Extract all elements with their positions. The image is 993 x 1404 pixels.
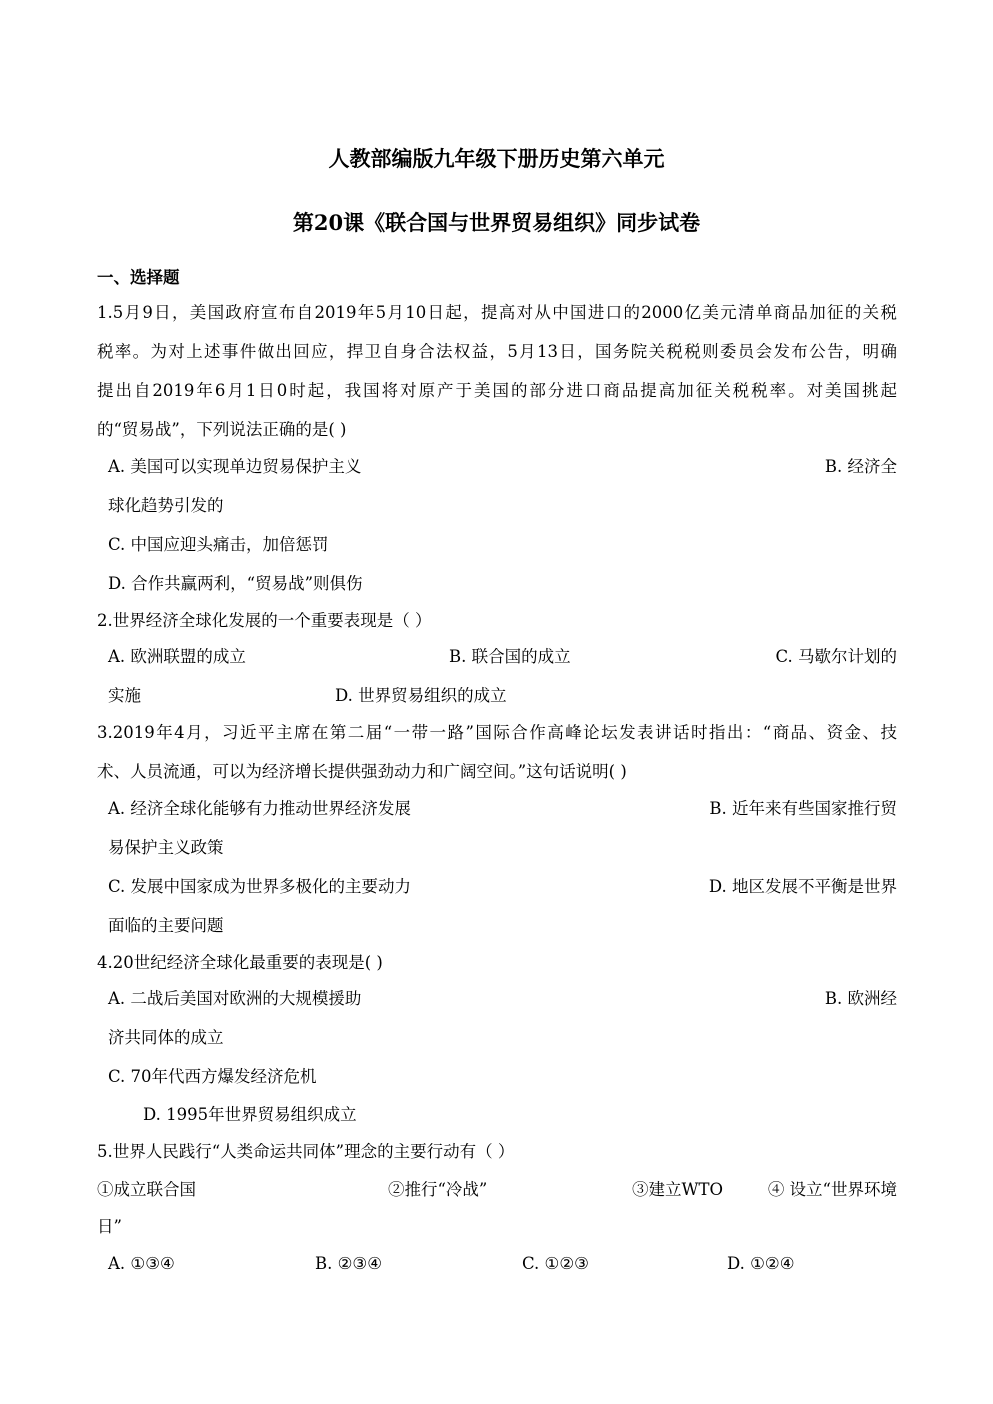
- question-5-item-1: ①成立联合国: [97, 1180, 196, 1199]
- question-2-option-d: D. 世界贸易组织的成立: [335, 686, 507, 705]
- question-3-option-b-cont: 易保护主义政策: [108, 838, 224, 857]
- question-1-line-3: 提出自2019年6月1日0时起，我国将对原产于美国的部分进口商品提高加征关税税率。对美国挑起: [97, 381, 897, 400]
- document-subtitle: 第20课《联合国与世界贸易组织》同步试卷: [292, 210, 701, 235]
- question-4-option-a: A. 二战后美国对欧洲的大规模援助: [108, 989, 362, 1008]
- question-5-option-c: C. ①②③: [522, 1254, 589, 1273]
- question-1-option-b-cont: 球化趋势引发的: [108, 496, 224, 515]
- question-5-item-4: ④ 设立“世界环境: [767, 1180, 897, 1199]
- question-4-option-b-cont: 济共同体的成立: [108, 1028, 224, 1047]
- question-4-option-b: B. 欧洲经: [824, 989, 897, 1008]
- question-3-line-2: 术、人员流通，可以为经济增长提供强劲动力和广阔空间。”这句话说明( ): [97, 762, 627, 781]
- question-2-option-c: C. 马歇尔计划的: [775, 647, 897, 666]
- question-5-item-3: ③建立WTO: [632, 1180, 723, 1199]
- question-2-stem: 2.世界经济全球化发展的一个重要表现是（ ）: [97, 611, 432, 630]
- question-2-option-a: A. 欧洲联盟的成立: [108, 647, 246, 666]
- question-4-stem: 4.20世纪经济全球化最重要的表现是( ): [97, 953, 383, 972]
- question-1-option-a: A. 美国可以实现单边贸易保护主义: [108, 457, 362, 476]
- question-1-line-4: 的“贸易战”，下列说法正确的是( ): [97, 420, 347, 439]
- question-3-option-d: D. 地区发展不平衡是世界: [708, 877, 897, 896]
- question-1-option-c: C. 中国应迎头痛击，加倍惩罚: [108, 535, 329, 554]
- question-4-option-c: C. 70年代西方爆发经济危机: [108, 1067, 317, 1086]
- document-title: 人教部编版九年级下册历史第六单元: [328, 146, 665, 171]
- question-2-option-c-cont: 实施: [108, 686, 141, 705]
- question-1-option-b: B. 经济全: [824, 457, 897, 476]
- question-1-line-2: 税率。为对上述事件做出回应，捍卫自身合法权益，5月13日，国务院关税税则委员会发布公告，明确: [97, 342, 897, 361]
- question-5-option-d: D. ①②④: [727, 1254, 795, 1273]
- question-5-option-a: A. ①③④: [108, 1254, 175, 1273]
- question-1-option-d: D. 合作共赢两利，“贸易战”则俱伤: [108, 574, 363, 593]
- question-3-option-b: B. 近年来有些国家推行贸: [709, 799, 897, 818]
- question-3-option-a: A. 经济全球化能够有力推动世界经济发展: [108, 799, 411, 818]
- question-5-item-2: ②推行“冷战”: [388, 1180, 488, 1199]
- question-3-option-c: C. 发展中国家成为世界多极化的主要动力: [108, 877, 412, 896]
- question-4-option-d: D. 1995年世界贸易组织成立: [143, 1105, 357, 1124]
- section-heading: 一、选择题: [97, 268, 180, 287]
- question-1-line-1: 1.5月9日，美国政府宣布自2019年5月10日起，提高对从中国进口的2000亿美元清单商品加征的关税: [97, 303, 897, 322]
- question-2-option-b: B. 联合国的成立: [449, 647, 571, 666]
- question-5-stem: 5.世界人民践行“人类命运共同体”理念的主要行动有（ ）: [97, 1142, 515, 1161]
- question-5-option-b: B. ②③④: [315, 1254, 382, 1273]
- question-3-line-1: 3.2019年4月，习近平主席在第二届“一带一路”国际合作高峰论坛发表讲话时指出：“商品、资金、技: [97, 723, 897, 742]
- question-3-option-d-cont: 面临的主要问题: [108, 916, 224, 935]
- question-5-item-4-cont: 日”: [97, 1217, 122, 1236]
